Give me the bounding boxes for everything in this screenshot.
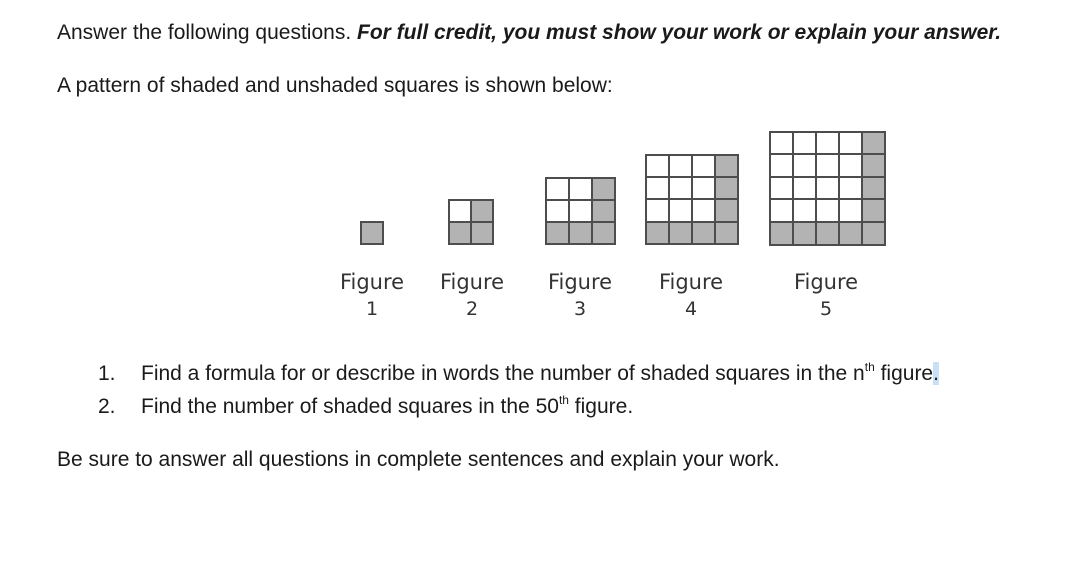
question-text-end: figure. — [568, 395, 634, 418]
question-text: Find a formula for or describe in words the number of shaded squares in the n — [141, 362, 865, 385]
question-number: 2. — [98, 395, 116, 418]
figure-4-label: Figure — [658, 270, 724, 294]
figure-3-grid — [546, 178, 615, 244]
instructions-emphasis: For full credit, you must show your work or explain your answer. — [357, 21, 1002, 44]
question-number: 1. — [98, 362, 116, 385]
figure-1-label: Figure — [339, 270, 405, 294]
ordinal-suffix: th — [864, 360, 875, 374]
figure-2-grid — [449, 200, 493, 244]
question-1 — [98, 362, 939, 386]
instructions-text: Answer the following questions. — [57, 21, 357, 44]
figure-4-number: 4 — [684, 298, 698, 320]
question-text-end: figure — [874, 362, 934, 385]
figure-3-label: Figure — [547, 270, 613, 294]
figure-2-label: Figure — [439, 270, 505, 294]
figure-5-number: 5 — [819, 298, 833, 320]
ordinal-suffix: th — [558, 393, 569, 407]
figure-3-number: 3 — [573, 298, 587, 320]
figure-5-grid — [770, 132, 885, 245]
intro-text: A pattern of shaded and unshaded squares is shown below: — [57, 74, 613, 97]
closing-text: Be sure to answer all questions in complete sentences and explain your work. — [57, 448, 780, 471]
figure-5-label: Figure — [793, 270, 859, 294]
question-text: Find the number of shaded squares in the 50 — [141, 395, 559, 418]
figure-1-grid — [361, 222, 383, 244]
question-2 — [98, 395, 633, 419]
figure-2-number: 2 — [465, 298, 479, 320]
figure-4-grid — [646, 155, 738, 244]
grid-square — [361, 222, 383, 244]
figure-1-number: 1 — [365, 298, 379, 320]
text-cursor-selection: . — [933, 362, 939, 385]
unshaded-square — [449, 200, 471, 222]
